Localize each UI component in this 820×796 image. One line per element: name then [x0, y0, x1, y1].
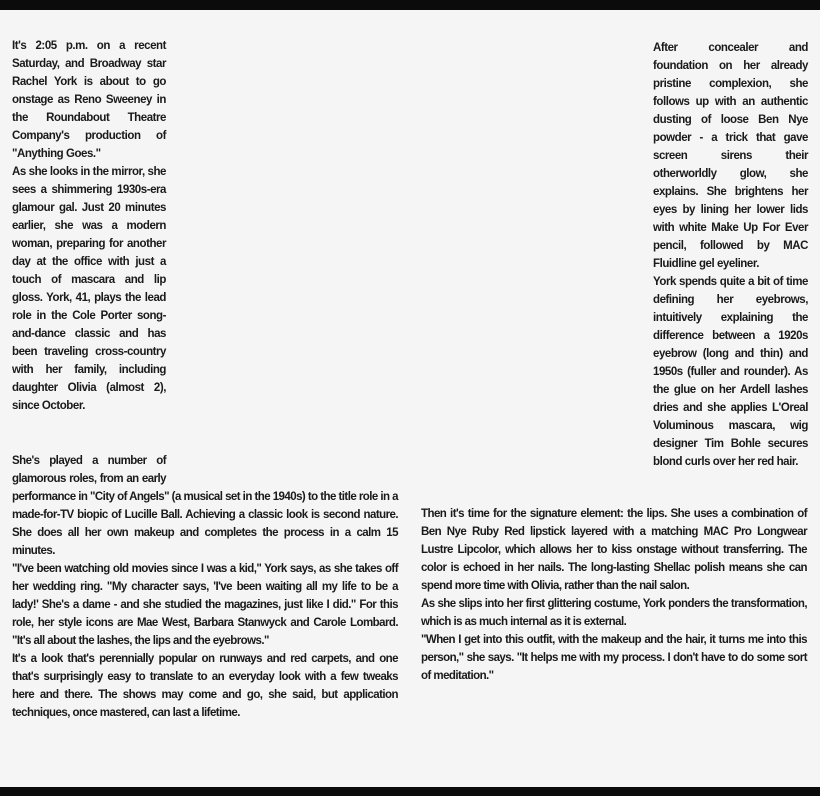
paragraph-powder: After concealer and foundation on her already pristine complexion, she follows up with an authentic dusting of loose Ben Nye powder - a trick that gave screen sirens their otherworldly glow, she explains. She brightens her eyes by lining her lower lids with white Make Up For Ever pencil, followed by MAC Fluidline gel eyeliner.: [653, 42, 808, 270]
paragraph-look: It's a look that's perennially popular on runways and red carpets, and one that's surprisingly easy to translate to an everyday look with a few tweaks here and there. The shows may come and go, she said, but application techniques, once mastered, can last a lifetime.: [12, 653, 398, 719]
right-text-column: [653, 39, 808, 471]
paragraph-costume: As she slips into her first glittering costume, York ponders the transformation, which is as much internal as it is external.: [421, 598, 807, 628]
paragraph-quote: "When I get into this outfit, with the makeup and the hair, it turns me into this person," she says. "It helps me with my process. I don't have to do some sort of meditation.": [421, 634, 807, 682]
paragraph-mirror: As she looks in the mirror, she sees a shimmering 1930s-era glamour gal. Just 20 minutes earlier, she was a modern woman, preparing for another day at the office with just a touch of mascara and lip gloss. York, 41, plays the lead role in the Cole Porter song-and-dance classic and has been traveling cross-country with her family, including daughter Olivia (almost 2), since October.: [12, 166, 166, 412]
lower-left-text-block: [12, 452, 398, 722]
lower-right-text-block: [421, 505, 807, 685]
left-text-column: [12, 37, 166, 415]
paragraph-roles: She's played a number of glamorous roles, from an early performance in "City of Angels" (a musical set in the 1940s) to the title role in a made-for-TV biopic of Lucille Ball. Achieving a classic look is second nature. She does all her own makeup and completes the process in a calm 15 minutes.: [12, 455, 398, 557]
paragraph-lips: Then it's time for the signature element: the lips. She uses a combination of Ben Nye Ruby Red lipstick layered with a matching MAC Pro Longwear Lustre Lipcolor, which allows her to kiss onstage without transferring. The color is echoed in her nails. The long-lasting Shellac polish means she can spend more time with Olivia, rather than the nail salon.: [421, 508, 807, 592]
paragraph-eyebrows: York spends quite a bit of time defining her eyebrows, intuitively explaining the difference between a 1920s eyebrow (long and thin) and 1950s (fuller and rounder). As the glue on her Ardell lashes dries and she applies L'Oreal Voluminous mascara, wig designer Tim Bohle secures blond curls over her red hair.: [653, 276, 808, 468]
bottom-scan-bar: [0, 787, 820, 796]
top-scan-bar: [0, 0, 820, 10]
photo-cutout-spacer: [166, 452, 398, 488]
paragraph-opening: It's 2:05 p.m. on a recent Saturday, and Broadway star Rachel York is about to go onstage as Reno Sweeney in the Roundabout Theatre Company's production of "Anything Goes.": [12, 40, 166, 160]
paragraph-movies: "I've been watching old movies since I was a kid," York says, as she takes off her wedding ring. "My character says, 'I've been waiting all my life to be a lady!' She's a dame - and she studied the magazines, just like I did." For this role, her style icons are Mae West, Barbara Stanwyck and Carole Lombard. "It's all about the lashes, the lips and the eyebrows.": [12, 563, 398, 647]
